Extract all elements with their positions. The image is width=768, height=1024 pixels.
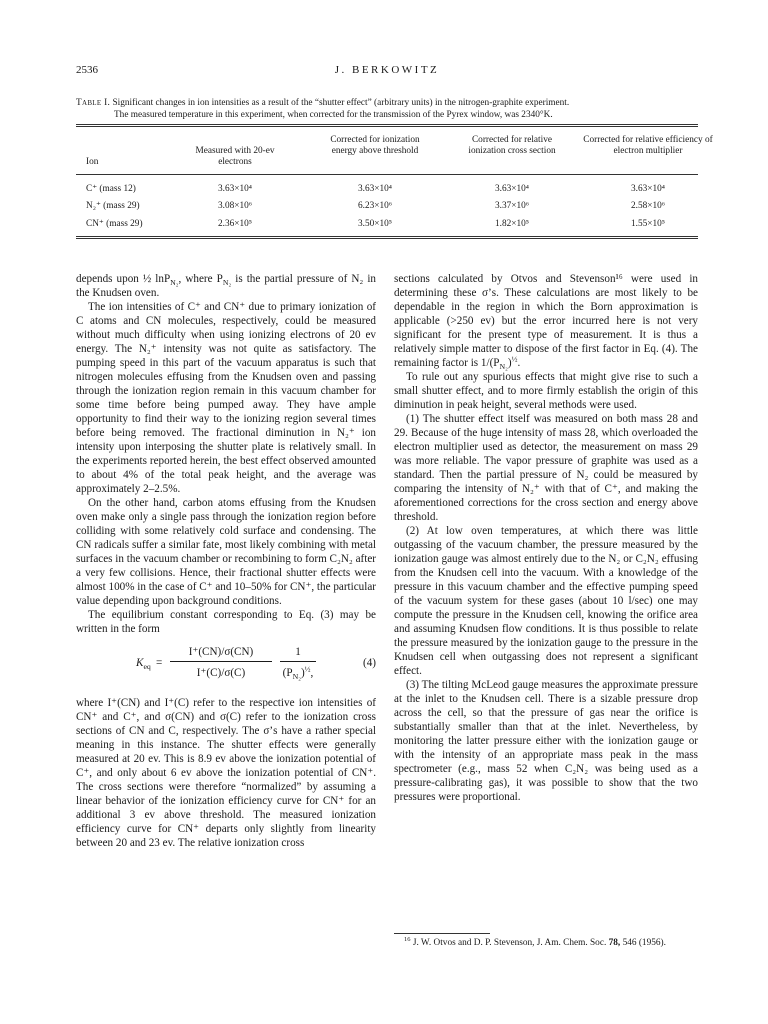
header-measured: Measured with 20-ev electrons bbox=[195, 146, 275, 167]
cell-measured: 2.36×10⁵ bbox=[217, 219, 253, 229]
paragraph: where I⁺(CN) and I⁺(C) refer to the respective ion intensities of CN⁺ and C⁺, and σ(CN) and σ(C) refer to the ionization cross sections of CN and C, respectively. The σ’s have a rather special meaning in this instance. The shutter effects were generally measured at 20 ev. This is 8.9 ev above the ionization potential of C⁺, and only about 6 ev above the ionization potential of CN⁺. The cross sections were therefore “normalized” by assuming a linear behavior of the ionization efficiency curve for CN⁺ for an additional 3 ev above threshold. The measured ionization efficiency curve for CN⁺ departs only slightly from linearity between 20 and 23 ev. The relative ionization cross bbox=[76, 697, 376, 849]
paragraph: (1) The shutter effect itself was measured on both mass 28 and 29. Because of the huge intensity of mass 28, which overloaded the electron multiplier used as detector, the measurement on mass 29 was more reliable. The vapor pressure of graphite was used as a standard. Then the partial pressure of N₂ could be measured by comparing the intensity of N₂⁺ with that of C⁺, and making the aforementioned corrections for the cross section and energy above threshold. bbox=[394, 413, 698, 523]
cell-corrected-energy: 6.23×10⁶ bbox=[357, 201, 393, 211]
page-number: 2536 bbox=[76, 64, 98, 76]
paragraph: (2) At low oven temperatures, at which there was little outgassing of the vacuum chamber, the pressure measured by the ionization gauge was almost entirely due to the N₂ or C₂N₂ effusing from the Knudsen cell into the vacuum. With a knowledge of the pressure in this vacuum chamber and the effective pumping speed of the vacuum system for these gases (about 10 l/sec) one may compute the pressure in the Knudsen cell, knowing the orifice area and assuming Knudsen flow conditions. It is thus possible to relate the pressure measured by the ionization gauge to the pressure in the Knudsen cell when outgassing does not represent a significant effect. bbox=[394, 525, 698, 677]
cell-corrected-cross: 3.37×10⁶ bbox=[494, 201, 530, 211]
equation-numerator-2: 1 bbox=[295, 646, 301, 658]
equation-number: (4) bbox=[363, 657, 376, 669]
paragraph: (3) The tilting McLeod gauge measures the approximate pressure at the inlet to the Knudsen cell. There is a sizable pressure drop across the cell, so that the pressure of gas near the orifice is substantially smaller than that at the inlet. Nevertheless, by monitoring the latter pressure either with the ionization gauge or with the intensity of an appropriate mass peak in the mass spectrometer (e.g., mass 52 when C₂N₂ was being used as a pressure-calibrating gas), it was possible to show that the two pressures were proportional. bbox=[394, 679, 698, 803]
cell-measured: 3.63×10⁴ bbox=[217, 184, 253, 194]
page-header bbox=[76, 64, 698, 80]
running-title: J. BERKOWITZ bbox=[334, 64, 440, 76]
equation-4 bbox=[76, 642, 376, 692]
cell-corrected-energy: 3.50×10⁵ bbox=[357, 219, 393, 229]
footnote-rule bbox=[394, 933, 490, 934]
cell-corrected-energy: 3.63×10⁴ bbox=[357, 184, 393, 194]
equation-numerator: I⁺(CN)/σ(CN) bbox=[188, 646, 254, 658]
cell-corrected-cross: 1.82×10⁵ bbox=[494, 219, 530, 229]
footnote-mark: 16 bbox=[404, 935, 411, 943]
fraction-bar-2 bbox=[280, 661, 316, 662]
table-header-rule bbox=[76, 174, 698, 175]
cell-corrected-multiplier: 2.58×10⁶ bbox=[630, 201, 666, 211]
header-corrected-cross-section: Corrected for relative ionization cross section bbox=[468, 135, 556, 156]
paragraph: sections calculated by Otvos and Stevenson¹⁶ were used in determining these σ’s. These calculations are most likely to be dependable in the region in which the Born approximation is applicable (>250 ev) but the error incurred here is not very significant for the present type of measurement. It is thus a relatively simple matter to dispose of the first factor in Eq. (4). The remaining factor is $1/(P_{N_2})^{\frac{1}{2}}$. bbox=[394, 273, 698, 372]
header-corrected-energy: Corrected for ionization energy above threshold bbox=[330, 135, 420, 156]
cell-corrected-multiplier: 1.55×10⁵ bbox=[630, 219, 666, 229]
caption-line-2: The measured temperature in this experiment, when corrected for the transmission of the Pyrex window, was 2340°K. bbox=[114, 110, 553, 120]
fraction-bar bbox=[170, 661, 272, 662]
equation-denominator: I⁺(C)/σ(C) bbox=[196, 667, 246, 679]
table-label: Table I. bbox=[76, 98, 111, 108]
right-column bbox=[394, 272, 698, 804]
footnote-16: $^{16}$ J. W. Otvos and D. P. Stevenson, J. Am. Chem. Soc. 78, 546 (1956). bbox=[404, 935, 666, 948]
cell-measured: 3.08×10⁶ bbox=[217, 201, 253, 211]
left-column bbox=[76, 272, 376, 850]
paragraph: depends upon ½ lnP$_{N_2}$, where $P_{N_2}$ is the partial pressure of N₂ in the Knudsen oven. bbox=[76, 273, 376, 299]
header-corrected-multiplier: Corrected for relative efficiency of electron multiplier bbox=[583, 135, 713, 156]
table-caption bbox=[76, 97, 698, 121]
equation-denominator-2: $(P_{N_2})^{\frac{1}{2}}$, bbox=[282, 664, 314, 682]
cell-ion: C⁺ (mass 12) bbox=[86, 184, 136, 194]
caption-line-1: Significant changes in ion intensities as a result of the “shutter effect” (arbitrary units) in the nitrogen-graphite experiment. bbox=[112, 98, 570, 108]
table-top-rule bbox=[76, 124, 698, 127]
cell-corrected-cross: 3.63×10⁴ bbox=[494, 184, 530, 194]
paragraph: On the other hand, carbon atoms effusing from the Knudsen oven make only a single pass through the ionization region before colliding with some relatively cold surface and condensing. The CN radicals suffer a similar fate, most likely combining with metal surfaces in the vacuum chamber or recombining to form C₂N₂ after a very few collisions. Hence, their fractional shutter effects were almost 100% in the case of C⁺ and 10–50% for CN⁺, the particular value depending upon background conditions. bbox=[76, 497, 376, 607]
equation-equals: = bbox=[156, 657, 163, 669]
header-ion: Ion bbox=[86, 157, 99, 167]
paragraph: To rule out any spurious effects that might give rise to such a small shutter effect, and to more firmly establish the origin of this diminution in peak height, several methods were used. bbox=[394, 371, 698, 411]
paragraph: The equilibrium constant corresponding to Eq. (3) may be written in the form bbox=[76, 609, 376, 635]
cell-corrected-multiplier: 3.63×10⁴ bbox=[630, 184, 666, 194]
cell-ion: N₂⁺ (mass 29) bbox=[86, 201, 140, 211]
table-bottom-rule bbox=[76, 236, 698, 239]
equation-lhs: $K_{eq}$ bbox=[136, 657, 151, 672]
cell-ion: CN⁺ (mass 29) bbox=[86, 219, 143, 229]
paragraph: The ion intensities of C⁺ and CN⁺ due to primary ionization of C atoms and CN molecules, respectively, could be measured without much difficulty when using ionizing electrons of 20 ev energy. The N₂⁺ intensity was not quite as satisfactory. The pumping speed in this part of the vacuum apparatus is such that nitrogen molecules effusing from the Knudsen oven and passing through the ionization region remain in this vacuum chamber for some time before being pumped away. They have ample opportunity to find their way to the ionizing region several times before being removed. The fractional diminution in N₂⁺ ion intensity upon interposing the shutter plate is relatively small. In the experiments reported herein, the best effect observed amounted to about 4% of the total peak height, and the average was approximately 2–2.5%. bbox=[76, 301, 376, 495]
